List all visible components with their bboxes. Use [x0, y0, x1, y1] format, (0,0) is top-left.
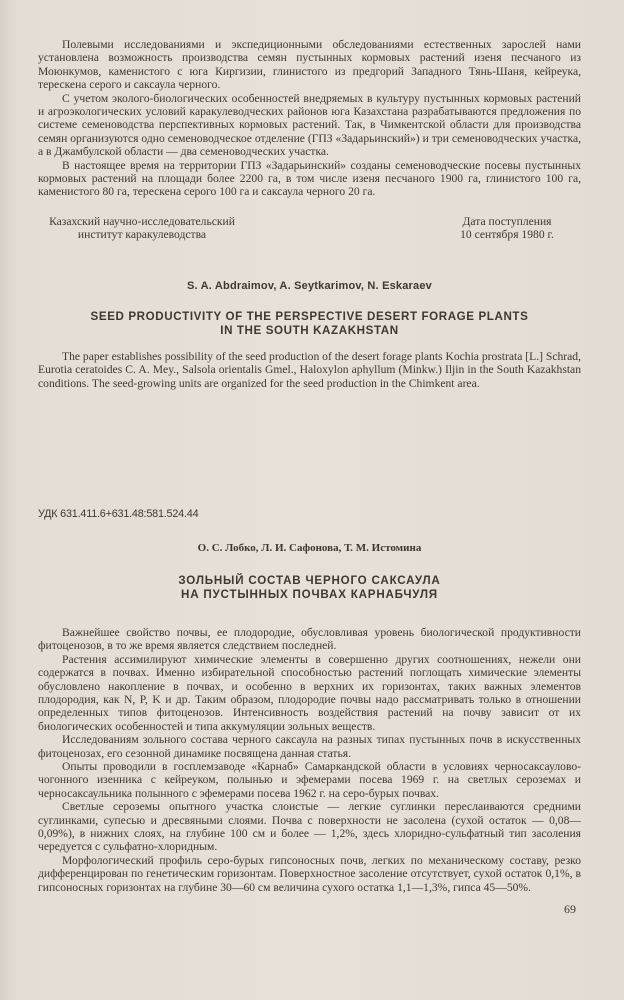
body-paragraph: Исследованиям зольного состава черного саксаула на разных типах пустынных почв в искусственных фитоценозах, его сезонной динамике посвящена данная статья.	[38, 733, 581, 760]
summary-title	[38, 310, 581, 338]
previous-article-ending	[38, 38, 581, 199]
summary-title-line: IN THE SOUTH KAZAKHSTAN	[220, 323, 399, 337]
body-paragraph: С учетом эколого-биологических особенностей внедряемых в культуру пустынных кормовых растений и агроэкологических условий каракулеводческих районов юга Казахстана разрабатываются предложения по системе семеноводства перспективных кормовых растений. Так, в Чимкентской области для производства семян организуются одно семеноводческое отделение (ГПЗ «Задарьинский») и три семеноводческих участка, а в Джамбулской области — два семеноводческих участка.	[38, 91, 581, 159]
journal-page	[38, 38, 581, 894]
summary-authors: S. A. Abdraimov, A. Seytkarimov, N. Eskaraev	[187, 279, 432, 292]
body-paragraph: Растения ассимилируют химические элементы в совершенно других соотношениях, нежели они содержатся в почвах. Именно избирательной способностью растений поглощать химические элементы обусловлено накопление в почвах, и особенно в верхних их горизонтах, таких важных элементов плодородия, как N, P, K и др. Таким образом, плодородие почвы надо рассматривать только в отношении определенных типов фитоценозов. Интенсивность воздействия растений на почву зависит от их биологических особенностей и типа аккумуляции зольных веществ.	[38, 652, 581, 733]
article-title-line: ЗОЛЬНЫЙ СОСТАВ ЧЕРНОГО САКСАУЛА	[178, 573, 441, 587]
page-number: 69	[564, 902, 576, 916]
summary-abstract: The paper establishes possibility of the seed production of the desert forage plants Kochia prostrata [L.] Schrad, Eurotia ceratoides C. A. Mey., Salsola orientalis Gmel., Haloxylon aphyllum (Minkw.) Iljin in the South Kazakhstan conditions. The seed-growing units are organized for the seed production in the Chimkent area.	[38, 349, 581, 390]
affiliation-block	[38, 215, 581, 242]
article-body	[38, 626, 581, 894]
new-article	[38, 508, 581, 894]
institution	[32, 215, 252, 242]
article-title-line: НА ПУСТЫННЫХ ПОЧВАХ КАРНАБЧУЛЯ	[181, 587, 438, 601]
body-paragraph: Морфологический профиль серо-бурых гипсоносных почв, легких по механическому составу, резко дифференцирован по генетическим горизонтам. Поверхностное засоление отсутствует, сухой остаток 0,1%, в гипсоносных горизонтах на глубине 30—60 см величина сухого остатка 1,1—1,3%, гипса 45—50%.	[38, 853, 581, 894]
article-authors: О. С. Лобко, Л. И. Сафонова, Т. М. Истомина	[197, 541, 422, 554]
institution-line: Казахский научно-исследовательский	[49, 214, 235, 228]
body-paragraph: Важнейшее свойство почвы, ее плодородие, обусловливая уровень биологической продуктивности фитоценозов, в то же время является следствием последней.	[38, 625, 581, 653]
english-summary	[38, 280, 581, 390]
article-title	[38, 574, 581, 602]
body-paragraph: Светлые сероземы опытного участка слоистые — легкие суглинки переслаиваются средними суглинками, супесью и дресвяными слоями. Почва с поверхности не засолена (сухой остаток — 0,08—0,09%), в нижних слоях, на глубине 100 см и более — 1,2%, здесь хлоридно-сульфатный тип засоления чередуется с сульфатно-хлоридным.	[38, 800, 581, 854]
body-paragraph: В настоящее время на территории ГПЗ «Задарьинский» созданы семеноводческие посевы пустынных кормовых растений на площади более 2200 га, в том числе изеня песчаного 1900 га, глинистого 100 га, каменистого 80 га, терескена серого 100 га и саксаула черного 20 га.	[38, 158, 581, 199]
received-date	[437, 215, 577, 242]
summary-title-line: SEED PRODUCTIVITY OF THE PERSPECTIVE DESERT FORAGE PLANTS	[90, 309, 529, 323]
received-value: 10 сентября 1980 г.	[460, 228, 554, 242]
udc-code: УДК 631.411.6+631.48:581.524.44	[38, 507, 199, 520]
body-paragraph: Опыты проводили в госплемзаводе «Карнаб» Самаркандской области в условиях черносаксаулово-чогонного изенника с кейреуком, полынью и эфемерами посева 1969 г. на светлых сероземах и черносаксаульника полынного с эфемерами посева 1962 г. на серо-бурых почвах.	[38, 759, 581, 800]
institution-line: институт каракулеводства	[77, 228, 207, 242]
body-paragraph: Полевыми исследованиями и экспедиционными обследованиями естественных зарослей нами установлена возможность производства семян пустынных кормовых растений изеня песчаного из Моюнкумов, каменистого с юга Киргизии, глинистого из предгорий Западного Тянь-Шаня, кейреука, терескена серого и саксаула черного.	[38, 38, 581, 92]
received-label: Дата поступления	[462, 214, 552, 228]
